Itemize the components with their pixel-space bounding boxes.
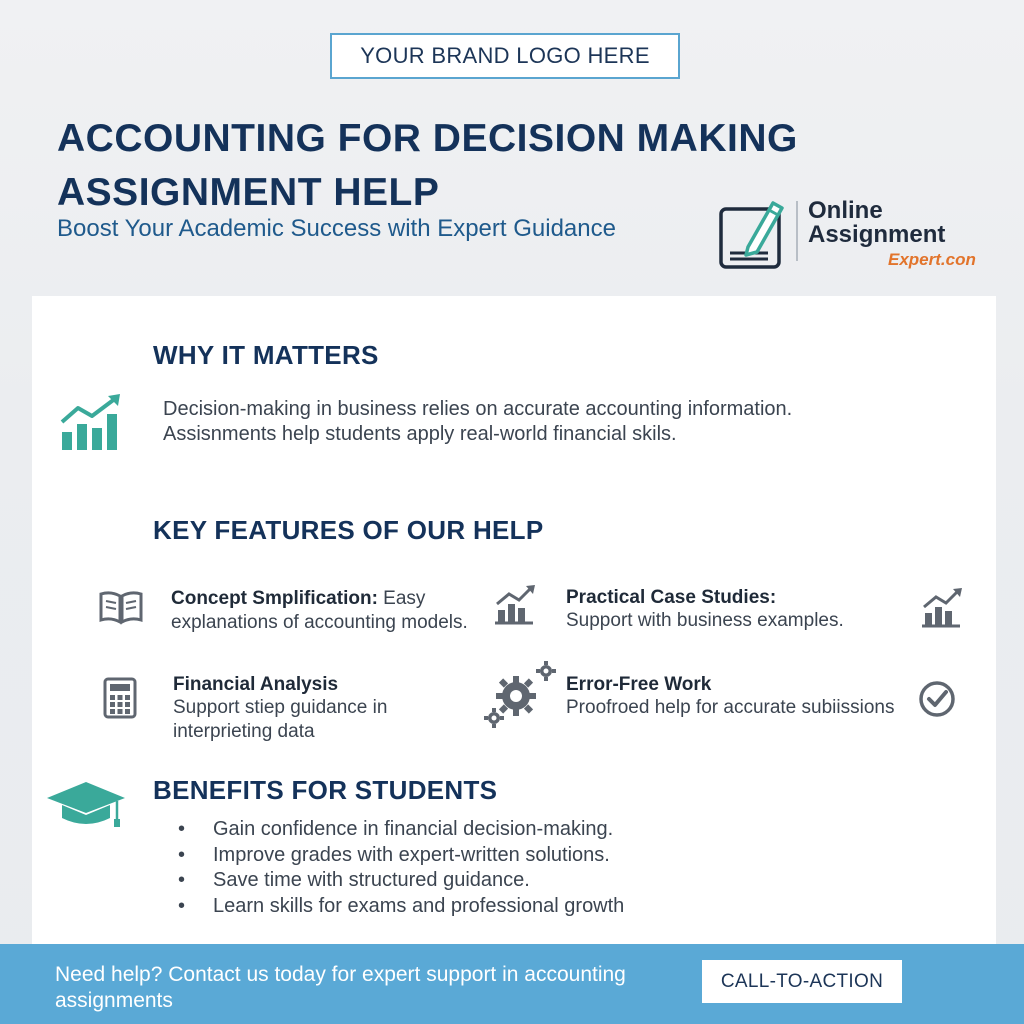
why-line-2: Assisnments help students apply real-world financial skils. — [163, 423, 677, 445]
feature-case-studies-desc: Support with business examples. — [566, 610, 844, 631]
why-paragraph — [163, 397, 923, 447]
brand-logo-placeholder: YOUR BRAND LOGO HERE — [330, 33, 680, 79]
page-subtitle: Boost Your Academic Success with Expert Guidance — [57, 215, 616, 242]
feature-concept-title: Concept Smplification: — [171, 588, 378, 609]
benefits-heading: BENEFITS FOR STUDENTS — [153, 775, 498, 805]
logo-word-expert: Expert.con — [888, 250, 976, 269]
book-icon — [98, 588, 144, 628]
feature-error-free-desc: Proofroed help for accurate subiissions — [566, 697, 895, 718]
feature-case-studies-title: Practical Case Studies: — [566, 587, 777, 608]
feature-error-free-title: Error-Free Work — [566, 674, 712, 695]
feature-error-free — [566, 674, 911, 720]
feature-concept-desc: explanations of accounting models. — [171, 612, 468, 633]
feature-financial-analysis-title: Financial Analysis — [173, 674, 339, 695]
benefit-item: • Improve grades with expert-written solutions. — [178, 843, 878, 869]
bar-chart-icon-2 — [920, 587, 964, 629]
logo-divider — [796, 201, 798, 261]
benefit-item: • Gain confidence in financial decision-making. — [178, 817, 878, 843]
why-heading: WHY IT MATTERS — [153, 340, 379, 370]
logo-word-online: Online — [808, 197, 883, 224]
graduation-cap-icon — [45, 780, 127, 830]
feature-concept-desc-inline: Easy — [377, 588, 426, 609]
growth-chart-icon — [58, 392, 124, 452]
gears-icon — [484, 660, 558, 730]
logo-word-assignment: Assignment — [808, 221, 946, 248]
feature-financial-analysis — [173, 674, 473, 744]
feature-case-studies — [566, 587, 896, 633]
bar-chart-icon — [493, 584, 537, 626]
benefit-item: • Learn skills for exams and professional growth — [178, 894, 878, 920]
benefits-list — [178, 817, 878, 919]
footer-text: Need help? Contact us today for expert support in accounting assignments — [55, 963, 626, 1012]
benefit-item: • Save time with structured guidance. — [178, 868, 878, 894]
company-logo[interactable] — [718, 195, 1008, 275]
pencil-notepad-icon — [718, 195, 788, 275]
calculator-icon — [103, 677, 137, 719]
check-circle-icon — [917, 679, 957, 719]
why-line-1: Decision-making in business relies on accurate accounting information. — [163, 398, 793, 420]
feature-financial-analysis-desc: Support stiep guidance in interprieting data — [173, 697, 388, 742]
page-title: ACCOUNTING FOR DECISION MAKING ASSIGNMENT HELP — [57, 117, 798, 214]
call-to-action-button[interactable]: CALL-TO-ACTION — [702, 960, 902, 1003]
features-heading: KEY FEATURES OF OUR HELP — [153, 515, 544, 545]
feature-concept — [171, 587, 491, 635]
